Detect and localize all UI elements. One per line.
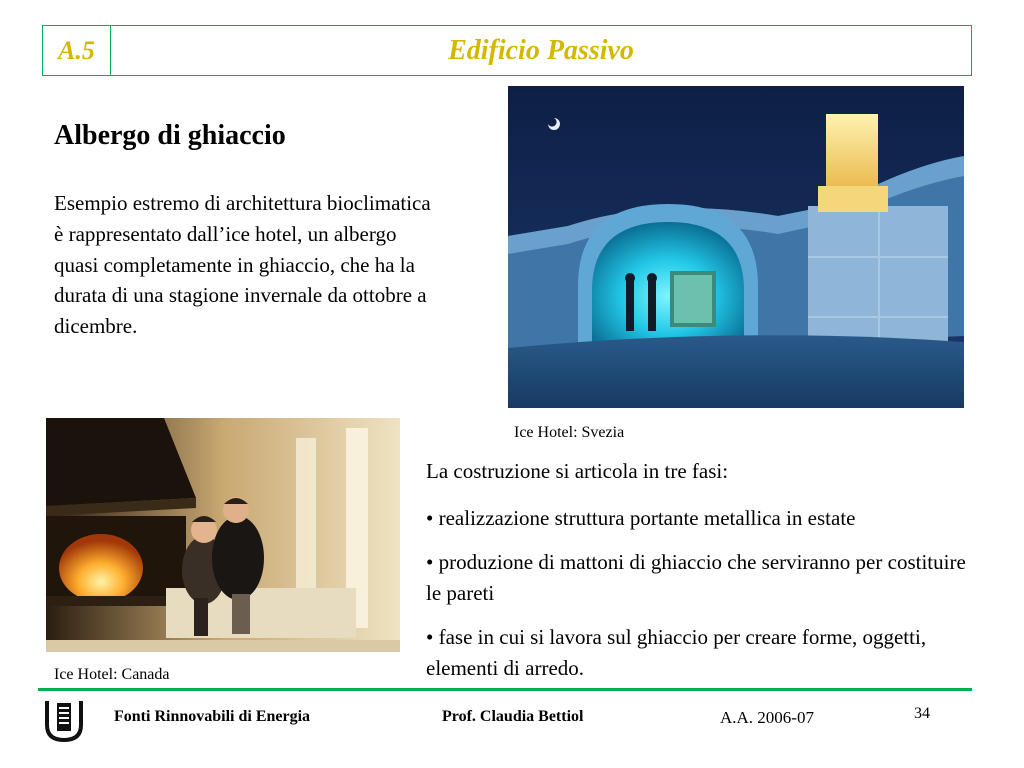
page-number: 34 (914, 705, 930, 722)
footer-professor: Prof. Claudia Bettiol (442, 708, 584, 725)
phase-item: • produzione di mattoni di ghiaccio che serviranno per costituire le pareti (426, 550, 966, 605)
section-code: A.5 (43, 26, 111, 75)
canada-photo-caption: Ice Hotel: Canada (54, 666, 170, 683)
phase-item: • realizzazione struttura portante metallica in estate (426, 505, 856, 530)
ice-hotel-sweden-photo (508, 86, 964, 408)
footer-course: Fonti Rinnovabili di Energia (114, 708, 311, 725)
intro-paragraph: Esempio estremo di architettura bioclimatica è rappresentato dall’ice hotel, un albergo quasi completamente in ghiaccio, che ha la durata di una stagione invernale da ottobre a dicembre. (54, 191, 431, 339)
footer-divider (38, 688, 972, 691)
slide-header (42, 25, 972, 76)
phase-item: • fase in cui si lavora sul ghiaccio per creare forme, oggetti, elementi di arredo. (426, 625, 927, 680)
footer-academic-year: A.A. 2006-07 (720, 708, 814, 727)
university-logo-icon (44, 699, 84, 743)
slide-title: Edificio Passivo (448, 34, 634, 66)
sweden-photo-caption: Ice Hotel: Svezia (514, 424, 625, 441)
construction-phases (426, 456, 966, 697)
ice-hotel-canada-photo (46, 418, 400, 652)
section-heading: Albergo di ghiaccio (54, 120, 286, 151)
phases-lead: La costruzione si articola in tre fasi: (426, 459, 729, 483)
